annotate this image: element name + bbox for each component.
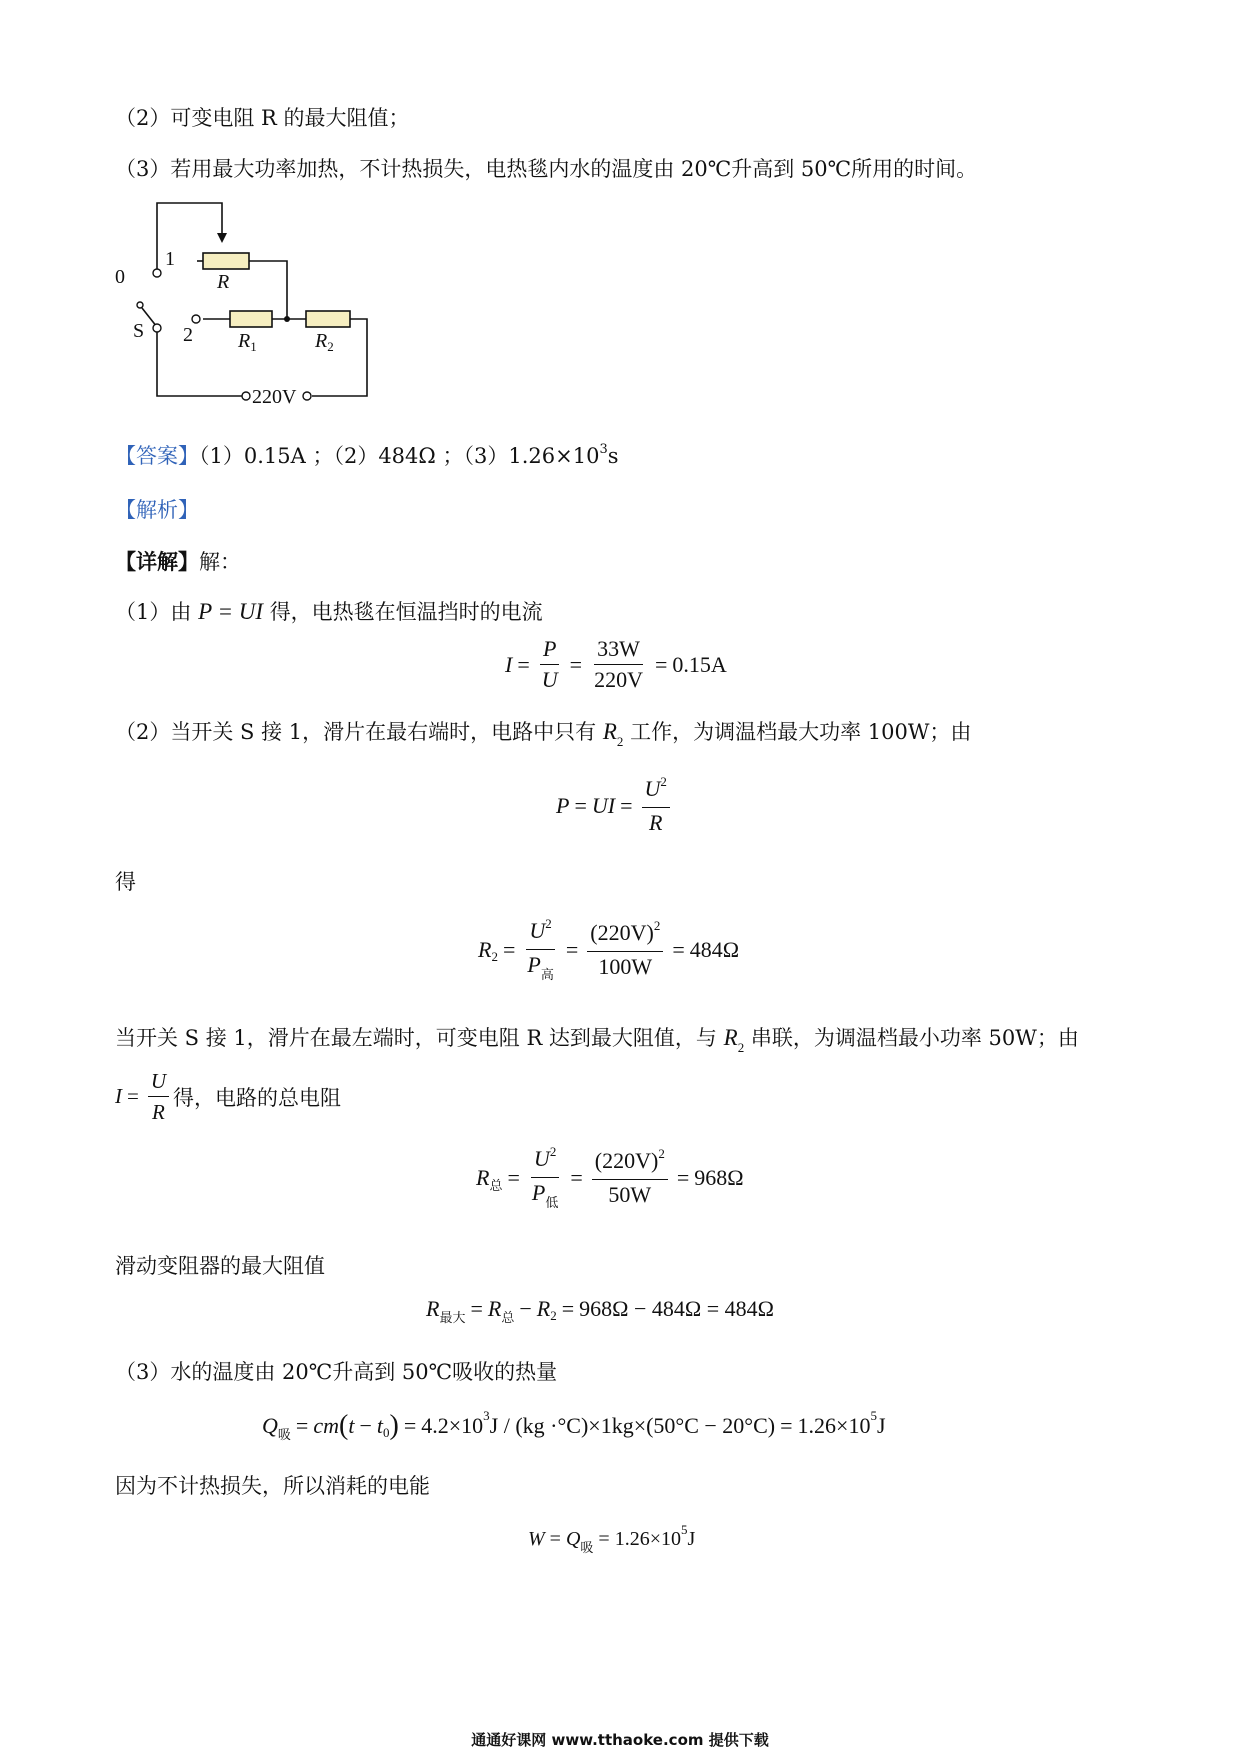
resistor-r [203, 253, 249, 269]
label-s: S [133, 320, 145, 342]
label-0: 0 [115, 266, 125, 288]
step-3b: I = $\frac{U}{R}$ 得，电路的总电阻 [115, 1069, 342, 1124]
step-2-lead: （2）当开关 S 接 1，滑片在最右端时，电路中只有 [115, 720, 597, 744]
label-r: R [217, 271, 230, 293]
question-2: （2）可变电阻 R 的最大阻值； [115, 106, 410, 130]
step-1 [115, 598, 543, 626]
equation-6: Q 吸 = cm ( t − t 0 ) = 4.2×10 3 J / (kg ·°C)×1kg×(50°C − 20°C) = 1.26×10 5 J [262, 1408, 886, 1442]
answer-unit: s [607, 444, 619, 468]
detail-line [115, 548, 241, 576]
equation-3: R 2 = $\frac{U^2}{P_高}$ = $\frac{(220V)^2}{100W}$ = 484Ω [478, 916, 740, 982]
answer-tag: 【答案】 [115, 444, 199, 468]
label-r2: $R_2$ [315, 330, 334, 354]
label-r1: $R_1$ [238, 330, 257, 354]
step-2: （2）当开关 S 接 1，滑片在最右端时，电路中只有 $R_2$ 工作，为调温档最大功率 100W；由 [115, 719, 972, 749]
step-4: 滑动变阻器的最大阻值 [115, 1254, 325, 1278]
step-6: 因为不计热损失，所以消耗的电能 [115, 1474, 430, 1498]
equation-2: P = UI = $\frac{U^2}{R}$ [556, 776, 674, 836]
answer-line [115, 442, 619, 474]
label-2: 2 [183, 324, 193, 346]
equation-4: R 总 = $\frac{U^2}{P_低}$ = $\frac{(220V)^2}{50W}$ = 968Ω [476, 1144, 744, 1210]
analysis-tag: 【解析】 [115, 498, 199, 522]
answer-exp: 3 [599, 442, 608, 457]
step-2-tail: 工作，为调温档最大功率 100W；由 [630, 720, 972, 744]
equation-1: I = $\frac{P}{U}$ = $\frac{33W}{220V}$ = 0.15A [505, 636, 727, 692]
step-1-lead: （1）由 [115, 600, 192, 624]
label-1: 1 [165, 248, 175, 270]
step-3-tail: 串联，为调温档最小功率 50W；由 [750, 1026, 1079, 1050]
label-voltage: 220V [252, 386, 297, 408]
step-3: 当开关 S 接 1，滑片在最左端时，可变电阻 R 达到最大阻值，与 $R_2$ 串联，为调温档最小功率 50W；由 [115, 1025, 1079, 1055]
step-5: （3）水的温度由 20℃升高到 50℃吸收的热量 [115, 1360, 558, 1384]
equation-5: R 最大 = R 总 − R 2 = 968Ω − 484Ω = 484Ω [426, 1296, 775, 1325]
step-3-lead: 当开关 S 接 1，滑片在最左端时，可变电阻 R 达到最大阻值，与 [115, 1026, 717, 1050]
resistor-r2 [306, 311, 350, 327]
detail-tag: 【详解】 [115, 549, 199, 574]
footer-text: 通通好课网 www.tthaoke.com 提供下载 [471, 1731, 769, 1749]
resistor-r1 [230, 311, 272, 327]
question-3: （3）若用最大功率加热，不计热损失，电热毯内水的温度由 20℃升高到 50℃所用的时间。 [115, 157, 978, 181]
circuit-diagram [105, 195, 385, 410]
step-1-tail: 得，电热毯在恒温挡时的电流 [269, 600, 543, 624]
de-text: 得 [115, 870, 136, 894]
detail-after: 解： [199, 550, 241, 574]
step-1-formula: P = UI [198, 599, 263, 624]
equation-7: W = Q 吸 = 1.26×10 5 J [528, 1521, 696, 1555]
answer-body: （1）0.15A ；（2）484Ω ；（3）1.26×10 [199, 444, 600, 468]
